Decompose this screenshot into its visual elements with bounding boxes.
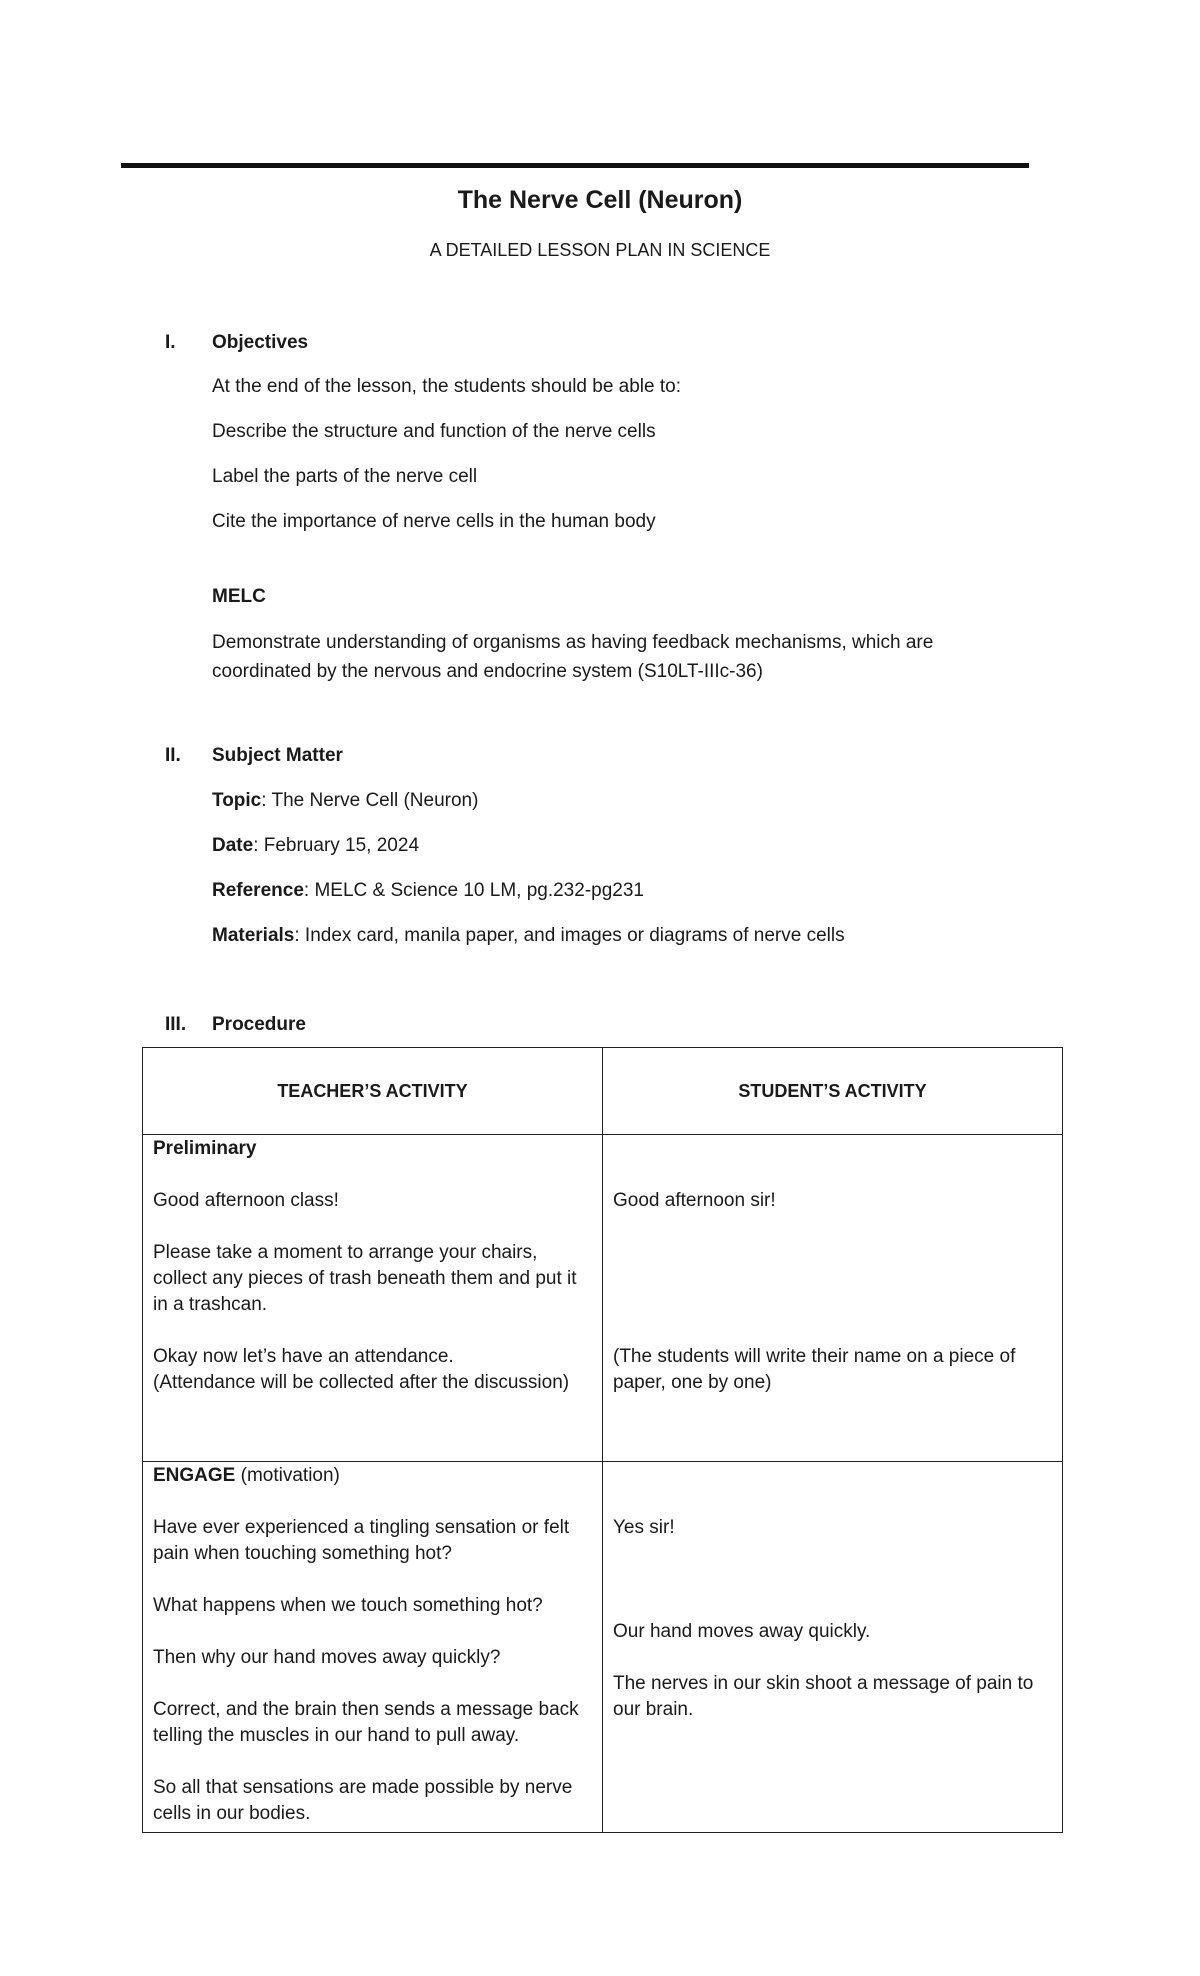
- document-subtitle: A DETAILED LESSON PLAN IN SCIENCE: [429, 240, 771, 260]
- procedure-table: [142, 1047, 1063, 1833]
- teacher-line: What happens when we touch something hot?: [153, 1595, 543, 1616]
- materials-value: : Index card, manila paper, and images or diagrams of nerve cells: [294, 925, 845, 946]
- teacher-line: Please take a moment to arrange your chairs, collect any pieces of trash beneath them and put it in a trashcan.: [153, 1242, 577, 1315]
- reference-label: Reference: [212, 880, 304, 901]
- student-line: (The students will write their name on a piece of paper, one by one): [613, 1346, 1016, 1393]
- teacher-line: Have ever experienced a tingling sensation or felt pain when touching something hot?: [153, 1517, 570, 1564]
- topic-label: Topic: [212, 790, 262, 811]
- teacher-line: So all that sensations are made possible by nerve cells in our bodies.: [153, 1777, 573, 1824]
- section-heading-procedure: Procedure: [212, 1014, 306, 1035]
- student-line: The nerves in our skin shoot a message of pain to our brain.: [613, 1673, 1034, 1720]
- section-number-objectives: I.: [165, 332, 176, 353]
- reference-value: : MELC & Science 10 LM, pg.232-pg231: [303, 880, 644, 901]
- section-number-subject-matter: II.: [165, 745, 181, 766]
- teacher-line: Correct, and the brain then sends a message back telling the muscles in our hand to pull away.: [153, 1699, 579, 1746]
- melc-heading: MELC: [212, 586, 266, 607]
- engage-heading: ENGAGE: [153, 1465, 236, 1486]
- engage-heading-line: [153, 1463, 592, 1489]
- teacher-line: Then why our hand moves away quickly?: [153, 1647, 501, 1668]
- materials-label: Materials: [212, 925, 295, 946]
- student-line: Good afternoon sir!: [613, 1190, 776, 1211]
- student-activity-header: STUDENT’S ACTIVITY: [603, 1048, 1063, 1135]
- preliminary-teacher-cell: [143, 1135, 603, 1462]
- section-number-procedure: III.: [165, 1014, 187, 1035]
- engage-student-cell: [603, 1462, 1063, 1833]
- engage-teacher-cell: [143, 1462, 603, 1833]
- preliminary-heading: Preliminary: [153, 1138, 257, 1159]
- date-value: : February 15, 2024: [253, 835, 420, 856]
- teacher-line: (Attendance will be collected after the discussion): [153, 1372, 570, 1393]
- teacher-line: Okay now let’s have an attendance.: [153, 1346, 454, 1367]
- procedure-header-row: [143, 1048, 1063, 1135]
- topic-line: [212, 790, 478, 812]
- date-label: Date: [212, 835, 254, 856]
- materials-line: [212, 925, 845, 947]
- engage-row: [143, 1462, 1063, 1833]
- student-line: Yes sir!: [613, 1517, 675, 1538]
- top-horizontal-rule: [121, 163, 1029, 168]
- preliminary-student-cell: [603, 1135, 1063, 1462]
- section-heading-subject-matter: Subject Matter: [212, 745, 343, 766]
- engage-heading-note: (motivation): [235, 1465, 340, 1486]
- date-line: [212, 835, 419, 857]
- teacher-activity-header: TEACHER’S ACTIVITY: [143, 1048, 603, 1135]
- objective-item: Describe the structure and function of the nerve cells: [212, 421, 656, 442]
- preliminary-row: [143, 1135, 1063, 1462]
- melc-text: Demonstrate understanding of organisms as having feedback mechanisms, which are coordinated by the nervous and endocrine system (S10LT-IIIc-36): [212, 632, 934, 682]
- objectives-intro: At the end of the lesson, the students should be able to:: [212, 376, 681, 397]
- teacher-line: Good afternoon class!: [153, 1190, 339, 1211]
- topic-value: : The Nerve Cell (Neuron): [261, 790, 479, 811]
- objective-item: Label the parts of the nerve cell: [212, 466, 478, 487]
- document-title: The Nerve Cell (Neuron): [457, 186, 743, 214]
- objective-item: Cite the importance of nerve cells in the human body: [212, 511, 656, 532]
- reference-line: [212, 880, 644, 902]
- section-heading-objectives: Objectives: [212, 332, 309, 353]
- student-line: Our hand moves away quickly.: [613, 1621, 871, 1642]
